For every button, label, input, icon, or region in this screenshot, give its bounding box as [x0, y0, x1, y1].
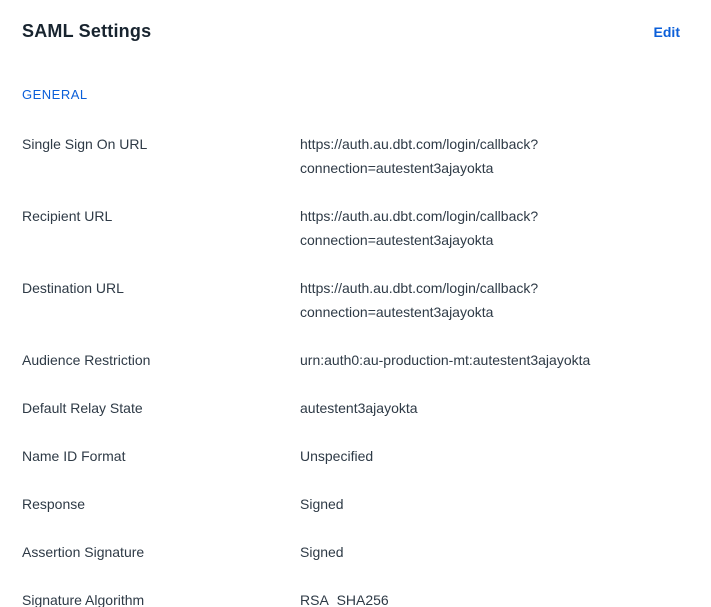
- setting-label: Signature Algorithm: [22, 592, 145, 607]
- panel-header: [22, 19, 680, 44]
- page-title: SAML Settings: [22, 21, 152, 41]
- setting-label: Destination URL: [22, 280, 124, 296]
- setting-value: https://auth.au.dbt.com/login/callback?connection=autestent3ajayokta: [300, 208, 539, 248]
- setting-value: autestent3ajayokta: [300, 400, 418, 416]
- settings-row-name-id-format: [22, 444, 680, 468]
- settings-rows: [22, 132, 680, 607]
- setting-value: https://auth.au.dbt.com/login/callback?connection=autestent3ajayokta: [300, 280, 539, 320]
- setting-value: Unspecified: [300, 448, 374, 464]
- setting-value: RSA_SHA256: [300, 592, 389, 607]
- setting-label: Name ID Format: [22, 448, 126, 464]
- setting-label: Audience Restriction: [22, 352, 151, 368]
- settings-row-destination-url: [22, 276, 680, 324]
- section-heading-general: GENERAL: [22, 87, 88, 102]
- setting-label: Default Relay State: [22, 400, 143, 416]
- setting-label: Single Sign On URL: [22, 136, 148, 152]
- settings-row-response: [22, 492, 680, 516]
- setting-value: Signed: [300, 496, 344, 512]
- setting-label: Response: [22, 496, 86, 512]
- settings-row-single-sign-on-url: [22, 132, 680, 180]
- settings-row-recipient-url: [22, 204, 680, 252]
- setting-label: Assertion Signature: [22, 544, 145, 560]
- settings-row-assertion-signature: [22, 540, 680, 564]
- setting-value: Signed: [300, 544, 344, 560]
- settings-row-signature-algorithm: [22, 588, 680, 607]
- setting-value: urn:auth0:au-production-mt:autestent3ajayokta: [300, 352, 591, 368]
- setting-label: Recipient URL: [22, 208, 113, 224]
- settings-row-default-relay-state: [22, 396, 680, 420]
- settings-row-audience-restriction: [22, 348, 680, 372]
- edit-button[interactable]: Edit: [653, 24, 680, 40]
- setting-value: https://auth.au.dbt.com/login/callback?connection=autestent3ajayokta: [300, 136, 539, 176]
